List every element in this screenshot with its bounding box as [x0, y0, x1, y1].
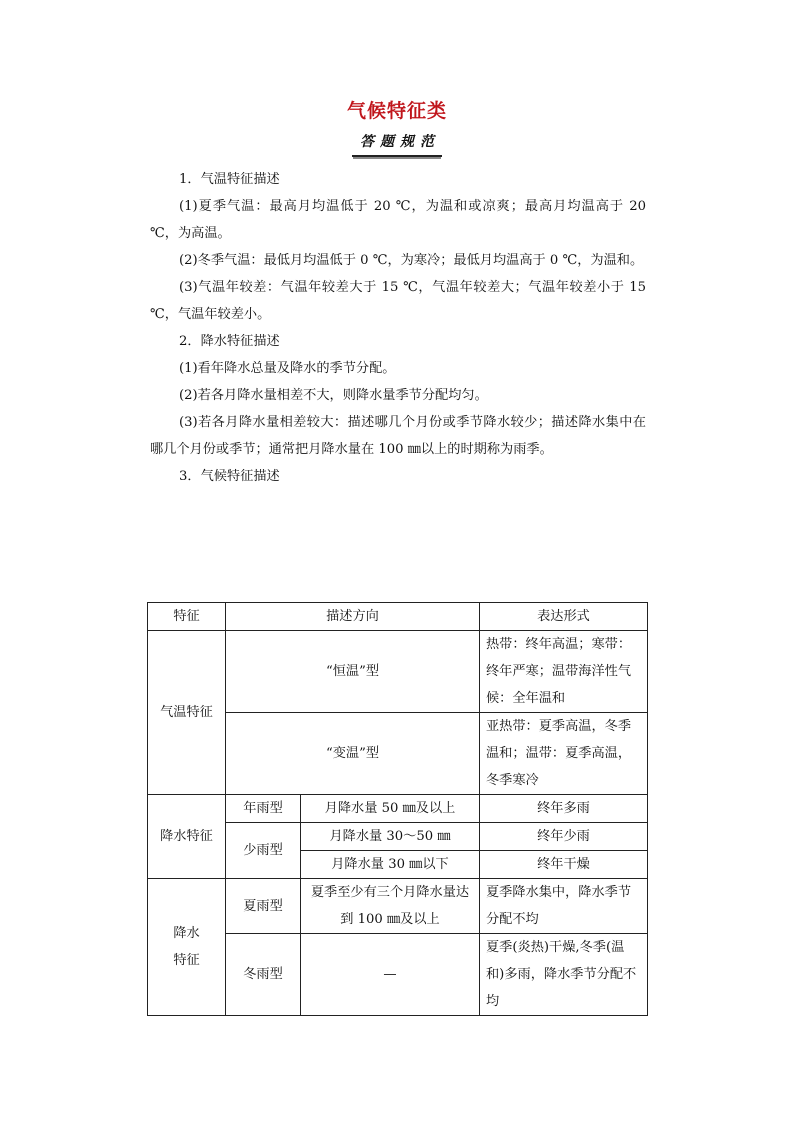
- expression-constant: 热带：终年高温；寒带：终年严寒；温带海洋性气候：全年温和: [480, 631, 648, 713]
- group-precipitation: 降水特征: [148, 795, 226, 879]
- heading-temperature: 1．气温特征描述: [179, 172, 280, 187]
- desc-little-rain: 月降水量 30～50 ㎜: [301, 823, 480, 851]
- expression-variable: 亚热带：夏季高温，冬季温和；温带：夏季高温，冬季寒冷: [480, 713, 648, 795]
- paragraph-winter-temp: (2)冬季气温：最低月均温低于 0 ℃，为寒冷；最低月均温高于 0 ℃，为温和。: [179, 253, 644, 268]
- badge-wrap: [0, 131, 794, 157]
- paragraph-precip-1: (1)看年降水总量及降水的季节分配。: [179, 361, 396, 376]
- expression-dry: 终年干燥: [480, 851, 648, 879]
- table-header-row: [148, 603, 648, 631]
- type-summer-rain: 夏雨型: [226, 879, 301, 934]
- desc-dry: 月降水量 30 ㎜以下: [301, 851, 480, 879]
- paragraph-precip-3: (3)若各月降水量相差较大：描述哪几个月份或季节降水较少；描述降水集中在哪几个月份或季节；通常把月降水量在 100 ㎜以上的时期称为雨季。: [150, 415, 646, 457]
- document-title: 气候特征类: [346, 100, 447, 122]
- desc-winter-rain: —: [301, 934, 480, 1016]
- header-direction: 描述方向: [226, 603, 480, 631]
- paragraph-annual-range: (3)气温年较差：气温年较差大于 15 ℃，气温年较差大；气温年较差小于 15 ℃，气温年较差小。: [150, 280, 646, 322]
- type-year-rain: 年雨型: [226, 795, 301, 823]
- header-expression: 表达形式: [480, 603, 648, 631]
- table-row: [148, 795, 648, 823]
- paragraph-precip-2: (2)若各月降水量相差不大，则降水量季节分配均匀。: [179, 388, 488, 403]
- expression-summer-rain: 夏季降水集中，降水季节分配不均: [480, 879, 648, 934]
- expression-winter-rain: 夏季(炎热)干燥,冬季(温和)多雨，降水季节分配不均: [480, 934, 648, 1016]
- desc-year-rain: 月降水量 50 ㎜及以上: [301, 795, 480, 823]
- paragraph-summer-temp: (1)夏季气温：最高月均温低于 20 ℃，为温和或凉爽；最高月均温高于 20 ℃，为高温。: [150, 199, 646, 241]
- direction-constant: “恒温”型: [226, 631, 480, 713]
- climate-table: [147, 602, 648, 1016]
- group-precipitation-2: 降水 特征: [148, 879, 226, 1016]
- desc-summer-rain: 夏季至少有三个月降水量达到 100 ㎜及以上: [301, 879, 480, 934]
- header-feature: 特征: [148, 603, 226, 631]
- body-text: [150, 166, 646, 490]
- group-temperature: 气温特征: [148, 631, 226, 795]
- section-badge: 答题规范: [352, 131, 442, 157]
- table-row: [148, 879, 648, 934]
- heading-precipitation: 2．降水特征描述: [179, 334, 280, 349]
- type-winter-rain: 冬雨型: [226, 934, 301, 1016]
- heading-climate: 3．气候特征描述: [179, 469, 280, 484]
- direction-variable: “变温”型: [226, 713, 480, 795]
- expression-year-rain: 终年多雨: [480, 795, 648, 823]
- table-row: [148, 631, 648, 713]
- expression-little-rain: 终年少雨: [480, 823, 648, 851]
- type-little-rain: 少雨型: [226, 823, 301, 879]
